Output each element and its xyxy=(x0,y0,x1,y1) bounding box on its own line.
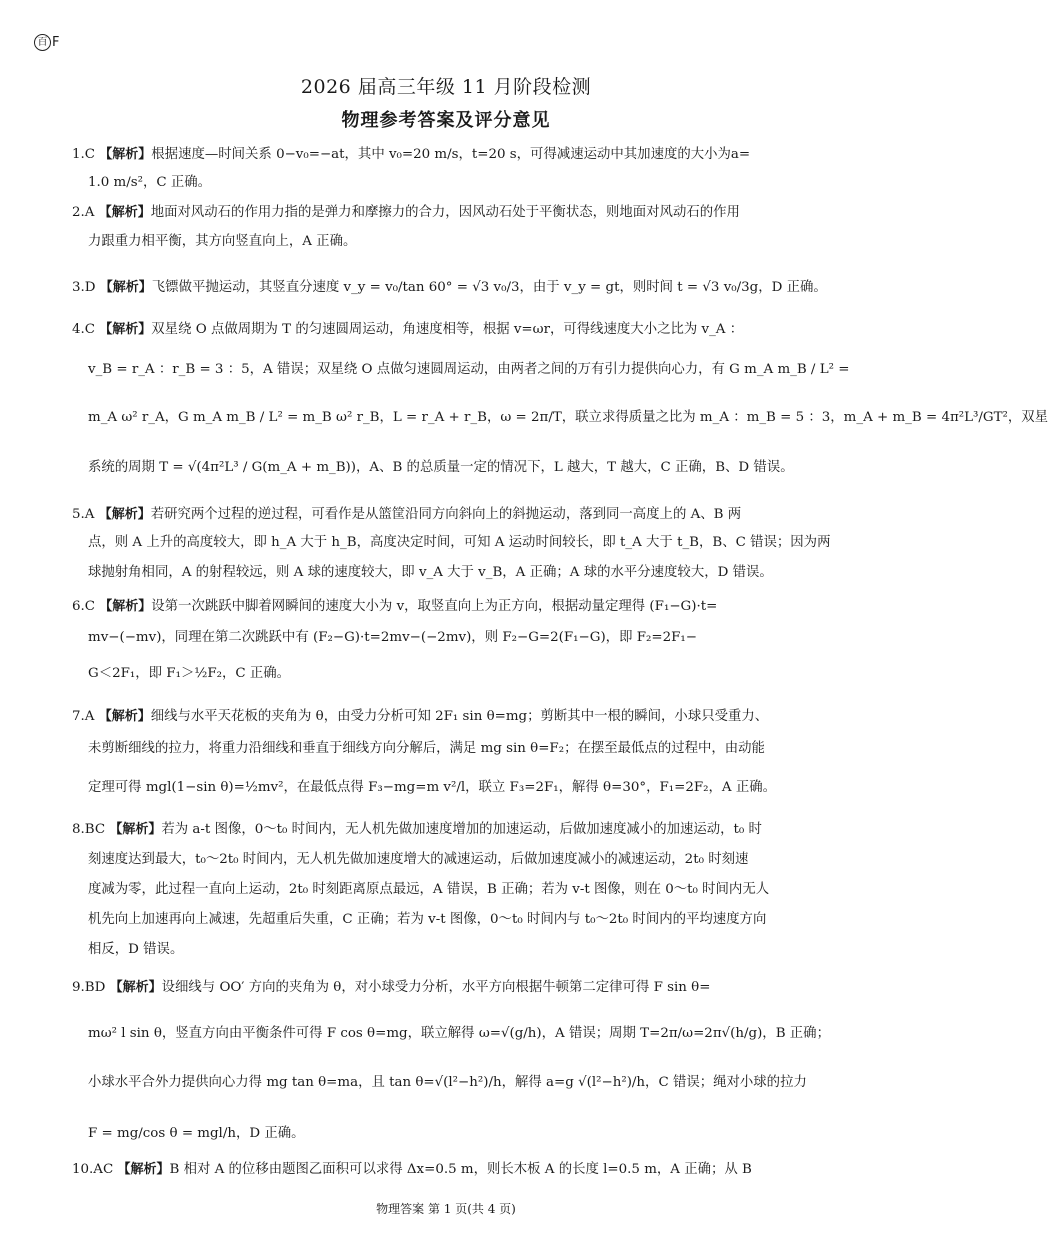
answer-line xyxy=(88,628,832,648)
analysis-tag: 【解析】 xyxy=(117,1162,170,1177)
question-number: 5.A xyxy=(72,507,99,522)
answer-text: 未剪断细线的拉力，将重力沿细线和垂直于细线方向分解后，满足 mg sin θ=F₂；在摆至最低点的过程中，由动能 xyxy=(88,741,765,756)
answer-line xyxy=(88,533,832,553)
answer-text: 细线与水平天花板的夹角为 θ，由受力分析可知 2F₁ sin θ=mg；剪断其中一根的瞬间，小球只受重力、 xyxy=(150,709,769,724)
question-number: 2.A xyxy=(72,205,99,220)
answer-line xyxy=(88,739,832,759)
answer-line xyxy=(88,880,832,900)
answer-text: 若为 a-t 图像，0～t₀ 时间内，无人机先做加速度增加的加速运动，后做加速度减小的加速运动，t₀ 时 xyxy=(161,822,762,837)
answer-text: 飞镖做平抛运动，其竖直分速度 v_y = v₀/tan 60° = √3 v₀/3，由于 v_y = gt，则时间 t = √3 v₀/3g，D 正确。 xyxy=(151,280,827,295)
answer-line xyxy=(88,173,832,193)
answer-text: 根据速度—时间关系 0−v₀=−at，其中 v₀=20 m/s，t=20 s，可得减速运动中其加速度的大小为a= xyxy=(151,147,751,162)
answer-text: 系统的周期 T = √(4π²L³ / G(m_A + m_B))，A、B 的总质量一定的情况下，L 越大，T 越大，C 正确，B、D 错误。 xyxy=(88,460,794,475)
answer-text: 机先向上加速再向上减速，先超重后失重，C 正确；若为 v-t 图像，0～t₀ 时间内与 t₀～2t₀ 时间内的平均速度方向 xyxy=(88,912,767,927)
answer-text: 球抛射角相同，A 的射程较远，则 A 球的速度较大，即 v_A 大于 v_B，A 正确；A 球的水平分速度较大，D 错误。 xyxy=(88,565,773,580)
question-number: 6.C xyxy=(72,599,100,614)
answer-text: 定理可得 mgl(1−sin θ)=½mv²，在最低点得 F₃−mg=m v²/l，联立 F₃=2F₁，解得 θ=30°，F₁=2F₂，A 正确。 xyxy=(88,780,777,795)
answer-line xyxy=(88,910,832,930)
answer-text: 小球水平合外力提供向心力得 mg tan θ=ma，且 tan θ=√(l²−h²)/h，解得 a=g √(l²−h²)/h，C 错误；绳对小球的拉力 xyxy=(88,1075,807,1090)
answer-text: 1.0 m/s²，C 正确。 xyxy=(88,175,212,190)
analysis-tag: 【解析】 xyxy=(99,599,152,614)
answer-text: 设细线与 OO′ 方向的夹角为 θ，对小球受力分析，水平方向根据牛顿第二定律可得 F sin θ= xyxy=(161,980,711,995)
answer-text: 地面对风动石的作用力指的是弹力和摩擦力的合力，因风动石处于平衡状态，则地面对风动石的作用 xyxy=(150,205,740,220)
answer-line xyxy=(88,1073,832,1093)
answer-text: G＜2F₁，即 F₁＞½F₂，C 正确。 xyxy=(88,666,291,681)
answer-text: 力跟重力相平衡，其方向竖直向上，A 正确。 xyxy=(88,234,357,249)
corner-letter: F xyxy=(52,35,60,50)
answer-line xyxy=(88,458,832,478)
circled-mark: 百 xyxy=(34,34,51,51)
answer-text: mv−(−mv)，同理在第二次跳跃中有 (F₂−G)·t=2mv−(−2mv)，则 F₂−G=2(F₁−G)，即 F₂=2F₁− xyxy=(88,630,697,645)
answer-line xyxy=(72,707,832,727)
answer-line xyxy=(72,820,832,840)
answer-text: F = mg/cos θ = mgl/h，D 正确。 xyxy=(88,1126,305,1141)
question-number: 1.C xyxy=(72,147,100,162)
analysis-tag: 【解析】 xyxy=(109,822,162,837)
analysis-tag: 【解析】 xyxy=(99,147,152,162)
answer-line xyxy=(88,1024,832,1044)
answer-line xyxy=(88,778,832,798)
page-footer: 物理答案 第 1 页(共 4 页) xyxy=(376,1202,516,1216)
analysis-tag: 【解析】 xyxy=(99,322,152,337)
answer-line xyxy=(72,978,832,998)
question-number: 10.AC xyxy=(72,1162,118,1177)
answer-line xyxy=(88,940,832,960)
answer-text: 刻速度达到最大，t₀～2t₀ 时间内，无人机先做加速度增大的减速运动，后做加速度减小的减速运动，2t₀ 时刻速 xyxy=(88,852,749,867)
answer-line xyxy=(88,408,1048,428)
analysis-tag: 【解析】 xyxy=(98,507,151,522)
answer-line xyxy=(72,505,832,525)
answer-text: 若研究两个过程的逆过程，可看作是从篮筐沿同方向斜向上的斜抛运动，落到同一高度上的 A、B 两 xyxy=(150,507,742,522)
answer-text: 设第一次跳跃中脚着网瞬间的速度大小为 v，取竖直向上为正方向，根据动量定理得 (F₁−G)·t= xyxy=(151,599,718,614)
answer-text: 度减为零，此过程一直向上运动，2t₀ 时刻距离原点最远，A 错误，B 正确；若为 v-t 图像，则在 0～t₀ 时间内无人 xyxy=(88,882,770,897)
answer-text: m_A ω² r_A，G m_A m_B / L² = m_B ω² r_B，L = r_A + r_B，ω = 2π/T，联立求得质量之比为 m_A ：m_B = 5 ：3，m_A + m_B = 4π²L³/GT²，双星 xyxy=(88,410,1048,425)
question-number: 4.C xyxy=(72,322,100,337)
answer-text: 相反，D 错误。 xyxy=(88,942,184,957)
question-number: 3.D xyxy=(72,280,100,295)
answer-text: B 相对 A 的位移由题图乙面积可以求得 Δx=0.5 m，则长木板 A 的长度 l=0.5 m，A 正确；从 B xyxy=(169,1162,752,1177)
analysis-tag: 【解析】 xyxy=(98,709,151,724)
answer-line xyxy=(72,1160,832,1180)
corner-mark xyxy=(34,34,59,51)
answer-text: 双星绕 O 点做周期为 T 的匀速圆周运动，角速度相等，根据 v=ωr，可得线速度大小之比为 v_A ： xyxy=(151,322,744,337)
question-number: 7.A xyxy=(72,709,99,724)
answer-line xyxy=(88,360,850,380)
question-number: 9.BD xyxy=(72,980,110,995)
answer-text: v_B = r_A ：r_B = 3 ：5，A 错误；双星绕 O 点做匀速圆周运动，由两者之间的万有引力提供向心力，有 G m_A m_B / L² = xyxy=(88,362,850,377)
exam-title: 2026 届高三年级 11 月阶段检测 xyxy=(300,76,592,98)
answer-line xyxy=(88,664,832,684)
answer-line xyxy=(88,850,832,870)
answer-line xyxy=(88,563,832,583)
analysis-tag: 【解析】 xyxy=(99,280,152,295)
answer-line xyxy=(88,1124,832,1144)
analysis-tag: 【解析】 xyxy=(98,205,151,220)
answer-line xyxy=(72,597,832,617)
question-number: 8.BC xyxy=(72,822,110,837)
answer-line xyxy=(72,320,832,340)
answer-line xyxy=(72,145,832,165)
answer-text: mω² l sin θ，竖直方向由平衡条件可得 F cos θ=mg，联立解得 ω=√(g/h)，A 错误；周期 T=2π/ω=2π√(h/g)，B 正确； xyxy=(88,1026,830,1041)
answer-line xyxy=(72,203,832,223)
answer-line xyxy=(88,232,832,252)
answer-line xyxy=(72,278,832,298)
analysis-tag: 【解析】 xyxy=(109,980,162,995)
answer-text: 点，则 A 上升的高度较大，即 h_A 大于 h_B，高度决定时间，可知 A 运动时间较长，即 t_A 大于 t_B，B、C 错误；因为两 xyxy=(88,535,831,550)
answer-subtitle: 物理参考答案及评分意见 xyxy=(341,110,551,131)
